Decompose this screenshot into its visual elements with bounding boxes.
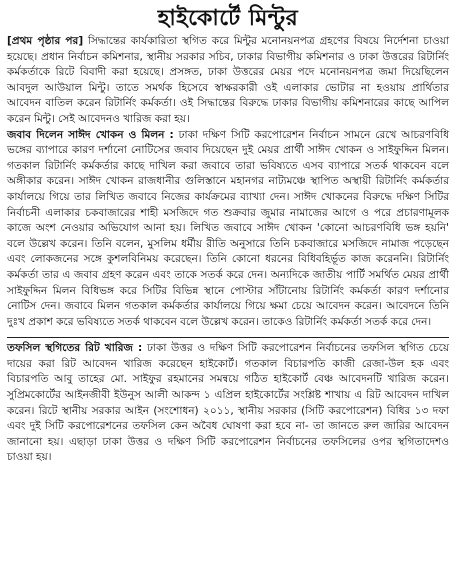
paragraph-lead: তফসিল স্থগিতের রিট খারিজ : [7, 342, 143, 355]
section-divider [7, 337, 449, 338]
paragraph-lead: [প্রথম পৃষ্ঠার পর] [7, 35, 84, 47]
paragraph-lead: জবাব দিলেন সাঈদ খোকন ও মিলন : [7, 128, 174, 141]
article-body [7, 34, 449, 466]
paragraph-schedule-writ [7, 341, 449, 466]
paragraph-continuation [7, 34, 449, 128]
paragraph-text: ঢাকা দক্ষিণ সিটি করপোরেশন নির্বাচন সামনে রেখে আচরণবিধি ভঙ্গের ব্যাপারে কারণ দর্শানো নোটিসের জবাব দিয়েছেন দুই মেয়র প্রার্থী সাঈদ খোকন ও সাইফুদ্দিন মিলন। গতকাল রিটার্নিং কর্মকর্তার কাছে দাখিল করা জবাবে তারা ভবিষ্যতে এসব ব্যাপারে সতর্ক থাকবেন বলে অঙ্গীকার করেন। সাঈদ খোকন রাজধানীর গুলিস্তানে মহানগর নাট্যমঞ্চে স্থাপিত অস্থায়ী রিটার্নিং কর্মকর্তার কার্যালয়ে গিয়ে তার লিখিত জবাবে নিজের কার্যক্রমের ব্যাখ্যা দেন। সাঈদ খোকনের বিরুদ্ধে দক্ষিণ সিটির নির্বাচনী এলাকার চকবাজারের শাহী মসজিদে গত শুক্রবার জুমার নামাজের আগে ও পরে প্রচারণামূলক কাজে অংশ নেওয়ার অভিযোগ আনা হয়। লিখিত জবাবে সাঈদ খোকন 'কোনো আচরণবিধি ভঙ্গ হয়নি' বলে উল্লেখ করেন। তিনি বলেন, মুসলিম ধর্মীয় রীতি অনুসারে তিনি চকবাজারে মসজিদে নামাজ পড়েছেন এবং লোকজনের সঙ্গে কুশলবিনিময় করেছেন। তিনি কোনো ধরনের বিধিবহির্ভূত কাজ করেননি। রিটার্নিং কর্মকর্তা তার এ জবাব গ্রহণ করেন এবং তাকে সতর্ক করে দেন। অন্যদিকে জাতীয় পার্টি সমর্থিত মেয়র প্রার্থী সাইফুদ্দিন মিলন বিধিভঙ্গ করে সিটির বিভিন্ন স্থানে পোস্টার সাঁটানোয় রিটার্নিং কর্মকর্তা কারণ দর্শানোর নোটিস দেন। জবাবে মিলন গতকাল কর্মকর্তার কার্যালয়ে গিয়ে ক্ষমা চেয়ে আবেদন করেন। আবেদনে তিনি দুঃখ প্রকাশ করে ভবিষ্যতে সতর্ক থাকবেন বলে উল্লেখ করেন। তাকেও রিটার্নিং কর্মকর্তা সতর্ক করে দেন। [7, 128, 449, 328]
paragraph-text: ঢাকা উত্তর ও দক্ষিণ সিটি করপোরেশন নির্বাচনের তফসিল স্থগিত চেয়ে দায়ের করা রিট আবেদন খারিজ করেছেন হাইকোর্ট। গতকাল বিচারপতি কাজী রেজা-উল হক এবং বিচারপতি আবু তাহের মো. সাইফুর রহমানের সমন্বয়ে গঠিত হাইকোর্ট বেঞ্চ আবেদনটি খারিজ করেন। সুপ্রিমকোর্টের আইনজীবী ইউনুস আলী আকন্দ ১ এপ্রিল হাইকোর্টের সংশ্লিষ্ট শাখায় এ রিট আবেদন দাখিল করেন। রিটে স্থানীয় সরকার আইন (সংশোধন) ২০১১, স্থানীয় সরকার (সিটি করপোরেশন) বিধির ১৩ দফা এবং দুই সিটি করপোরেশনের তফসিল কেন অবৈধ ঘোষণা করা হবে না- তা জানতে রুল জারির আবেদন জানানো হয়। এছাড়া ঢাকা উত্তর ও দক্ষিণ সিটি করপোরেশন নির্বাচনের তফসিলের ওপর স্থগিতাদেশও চাওয়া হয়। [7, 342, 450, 464]
headline: হাইকোর্টে মিন্টুর [157, 5, 299, 31]
paragraph-text: সিদ্ধান্তের কার্যকারিতা স্থগিত করে মিন্টুর মনোনয়নপত্র গ্রহণের বিষয়ে নির্দেশনা চাওয়া হয়েছে। প্রধান নির্বাচন কমিশনার, স্থানীয় সরকার সচিব, ঢাকার বিভাগীয় কমিশনার ও ঢাকা উত্তরের রিটার্নিং কর্মকর্তাকে রিটে বিবাদী করা হয়েছে। প্রসঙ্গত, ঢাকা উত্তরের মেয়র পদে মনোনয়নপত্র জমা দিয়েছিলেন আবদুল আউয়াল মিন্টু। তাতে সমর্থক হিসেবে স্বাক্ষরকারী ওই এলাকার ভোটার না হওয়ায় প্রার্থিতার আবেদন বাতিল করেন রিটার্নিং কর্মকর্তা। ওই সিদ্ধান্তের বিরুদ্ধে ঢাকার বিভাগীয় কমিশনারের কাছে আপিল করেন মিন্টু। সেই আবেদনও খারিজ করা হয়। [7, 35, 449, 125]
paragraph-khokon-milon [7, 128, 449, 331]
